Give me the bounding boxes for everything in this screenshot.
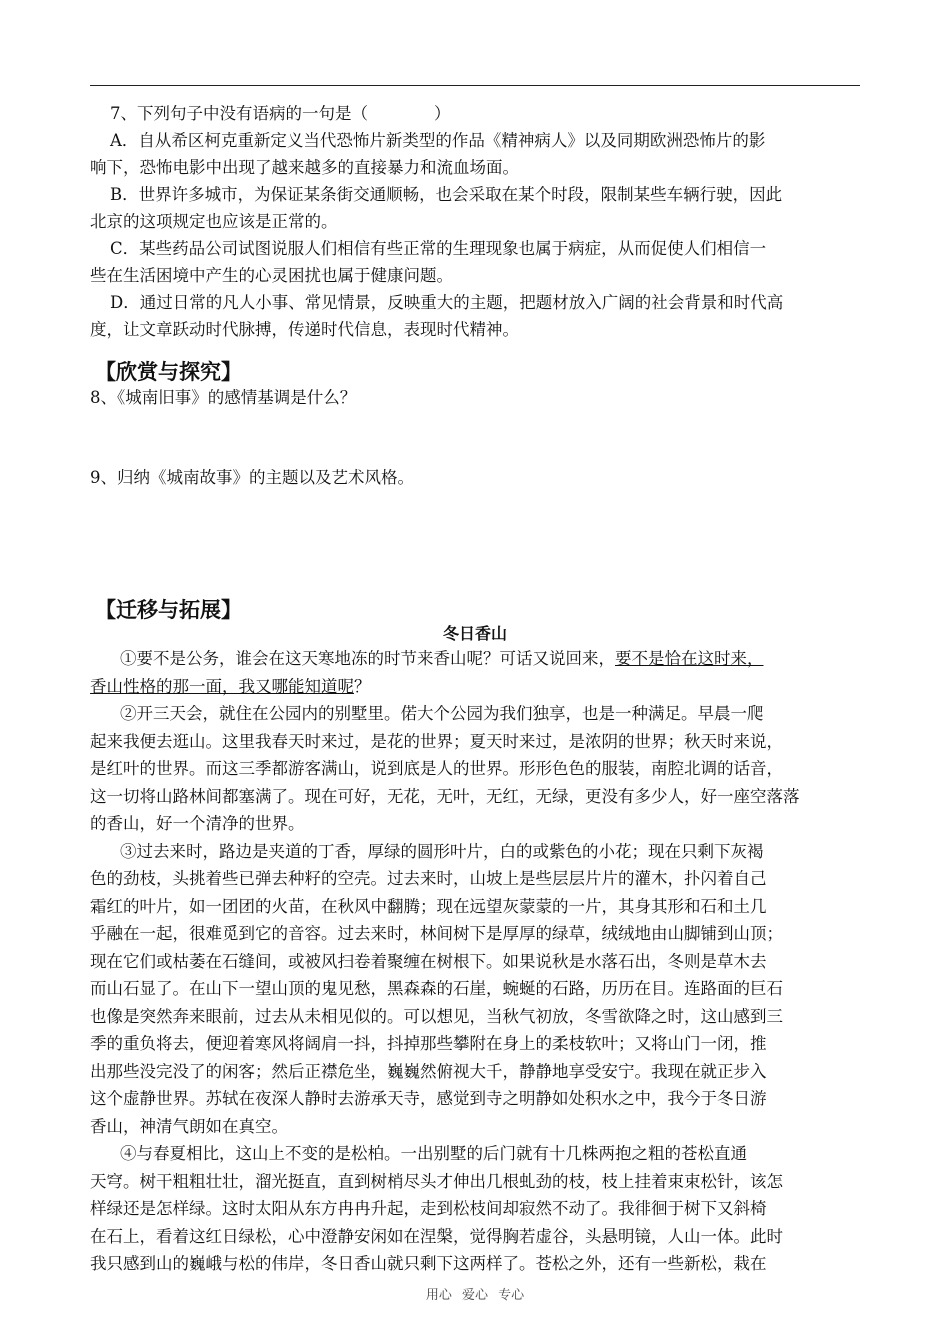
paragraph-3-line: 霜红的叶片，如一团团的火苗，在秋风中翻腾；现在远望灰蒙蒙的一片，其身其形和石和土几 [90,896,767,916]
underlined-sentence-part-2: 香山性格的那一面，我又哪能知道呢 [90,676,354,696]
question-7-stem: 7、下列句子中没有语病的一句是（ ） [110,104,451,123]
section-heading-appreciation: 【欣赏与探究】 [95,360,242,384]
paragraph-3-line: 出那些没完没了的闲客；然后正襟危坐，巍巍然俯视大千，静静地享受安宁。我现在就正步入 [90,1061,767,1081]
paragraph-3-line: 现在它们或枯萎在石缝间，或被风扫卷着聚缠在树根下。如果说秋是水落石出，冬则是草木去 [90,951,767,971]
paragraph-4-line: 样绿还是怎样绿。这时太阳从东方冉冉升起，走到松枝间却寂然不动了。我徘徊于树下又斜椅 [90,1199,767,1218]
paragraph-4-line: 我只感到山的巍峨与松的伟岸，冬日香山就只剩下这两样了。苍松之外，还有一些新松，栽在 [90,1254,767,1273]
paragraph-1-end: ？ [354,676,371,696]
header-rule [90,85,860,86]
article-title: 冬日香山 [442,624,507,643]
paragraph-1-text: ①要不是公务，谁会在这天寒地冻的时节来香山呢？可话又说回来， [120,649,615,668]
article-body [90,645,860,1278]
paragraph-3-line: 乎融在一起，很难觅到它的音容。过去来时，林间树下是厚厚的绿草，绒绒地由山脚铺到山顶； [90,924,783,943]
paragraph-1-line-2 [90,673,860,701]
question-8: 8、《城南旧事》的感情基调是什么？ [90,388,357,407]
page-footer: 用心 爱心 专心 [425,1288,525,1303]
question-7 [90,100,860,343]
option-c-line-2: 些在生活困境中产生的心灵困扰也属于健康问题。 [90,266,453,285]
option-d-line-1: D．通过日常的凡人小事、常见情景，反映重大的主题，把题材放入广阔的社会背景和时代高 [110,293,784,312]
paragraph-3-line: 色的劲枝，头挑着些已弹去种籽的空壳。过去来时，山坡上是些层层片片的灌木，扑闪着自己 [90,869,767,888]
paragraph-2-line: 这一切将山路林间都塞满了。现在可好，无花，无叶，无红，无绿，更没有多少人，好一座空落落 [90,786,800,806]
paragraph-3-line: 而山石显了。在山下一望山顶的鬼见愁，黑森森的石崖，蜿蜒的石路，历历在目。连路面的巨石 [90,979,783,998]
option-b-line-2: 北京的这项规定也应该是正常的。 [90,212,338,231]
paragraph-3-line: ③过去来时，路边是夹道的丁香，厚绿的圆形叶片，白的或紫色的小花；现在只剩下灰褐 [120,841,764,861]
option-c-line-1: C．某些药品公司试图说服人们相信有些正常的生理现象也属于病症，从而促使人们相信一 [110,239,767,258]
section-heading-extension: 【迁移与拓展】 [95,598,242,622]
paragraph-2-line: ②开三天会，就住在公园内的别墅里。偌大个公园为我们独享，也是一种满足。早晨一爬 [120,704,764,723]
paragraph-1-line-1 [90,645,860,673]
paragraph-3-line: 香山，神清气朗如在真空。 [90,1116,288,1136]
option-a-line-1: A．自从希区柯克重新定义当代恐怖片新类型的作品《精神病人》以及同期欧洲恐怖片的影 [110,131,766,150]
option-a-line-2: 响下，恐怖电影中出现了越来越多的直接暴力和流血场面。 [90,158,519,177]
paragraph-4-line: ④与春夏相比，这山上不变的是松柏。一出别墅的后门就有十几株两抱之粗的苍松直通 [120,1144,747,1163]
paragraph-3-line: 季的重负将去，便迎着寒风将阔肩一抖，抖掉那些攀附在身上的柔枝软叶；又将山门一闭，推 [90,1034,767,1053]
paragraph-2-line: 是红叶的世界。而这三季都游客满山，说到底是人的世界。形形色色的服装，南腔北调的话音， [90,759,783,778]
underlined-sentence-part-1: 要不是恰在这时来， [615,649,764,668]
paragraph-3-line: 这个虚静世界。苏轼在夜深人静时去游承天寺，感觉到寺之明静如处积水之中，我今于冬日游 [90,1089,767,1108]
paragraph-3-line: 也像是突然奔来眼前，过去从未相见似的。可以想见，当秋气初放，冬雪欲降之时，这山感到三 [90,1006,783,1026]
option-b-line-1: B．世界许多城市，为保证某条街交通顺畅，也会采取在某个时段，限制某些车辆行驶，因此 [110,185,783,204]
paragraph-4-line: 天穹。树干粗粗壮壮，溜光挺直，直到树梢尽头才伸出几根虬劲的枝，枝上挂着束束松针，该怎 [90,1171,783,1191]
paragraph-4-line: 在石上，看着这红日绿松，心中澄静安闲如在涅槃，觉得胸若虚谷，头悬明镜，人山一体。此时 [90,1226,783,1246]
question-9: 9、归纳《城南故事》的主题以及艺术风格。 [90,468,414,487]
paragraph-2-line: 的香山，好一个清净的世界。 [90,814,305,833]
option-d-line-2: 度，让文章跃动时代脉搏，传递时代信息，表现时代精神。 [90,320,519,339]
paragraph-2-line: 起来我便去逛山。这里我春天时来过，是花的世界；夏天时来过，是浓阴的世界；秋天时来说， [90,731,783,751]
